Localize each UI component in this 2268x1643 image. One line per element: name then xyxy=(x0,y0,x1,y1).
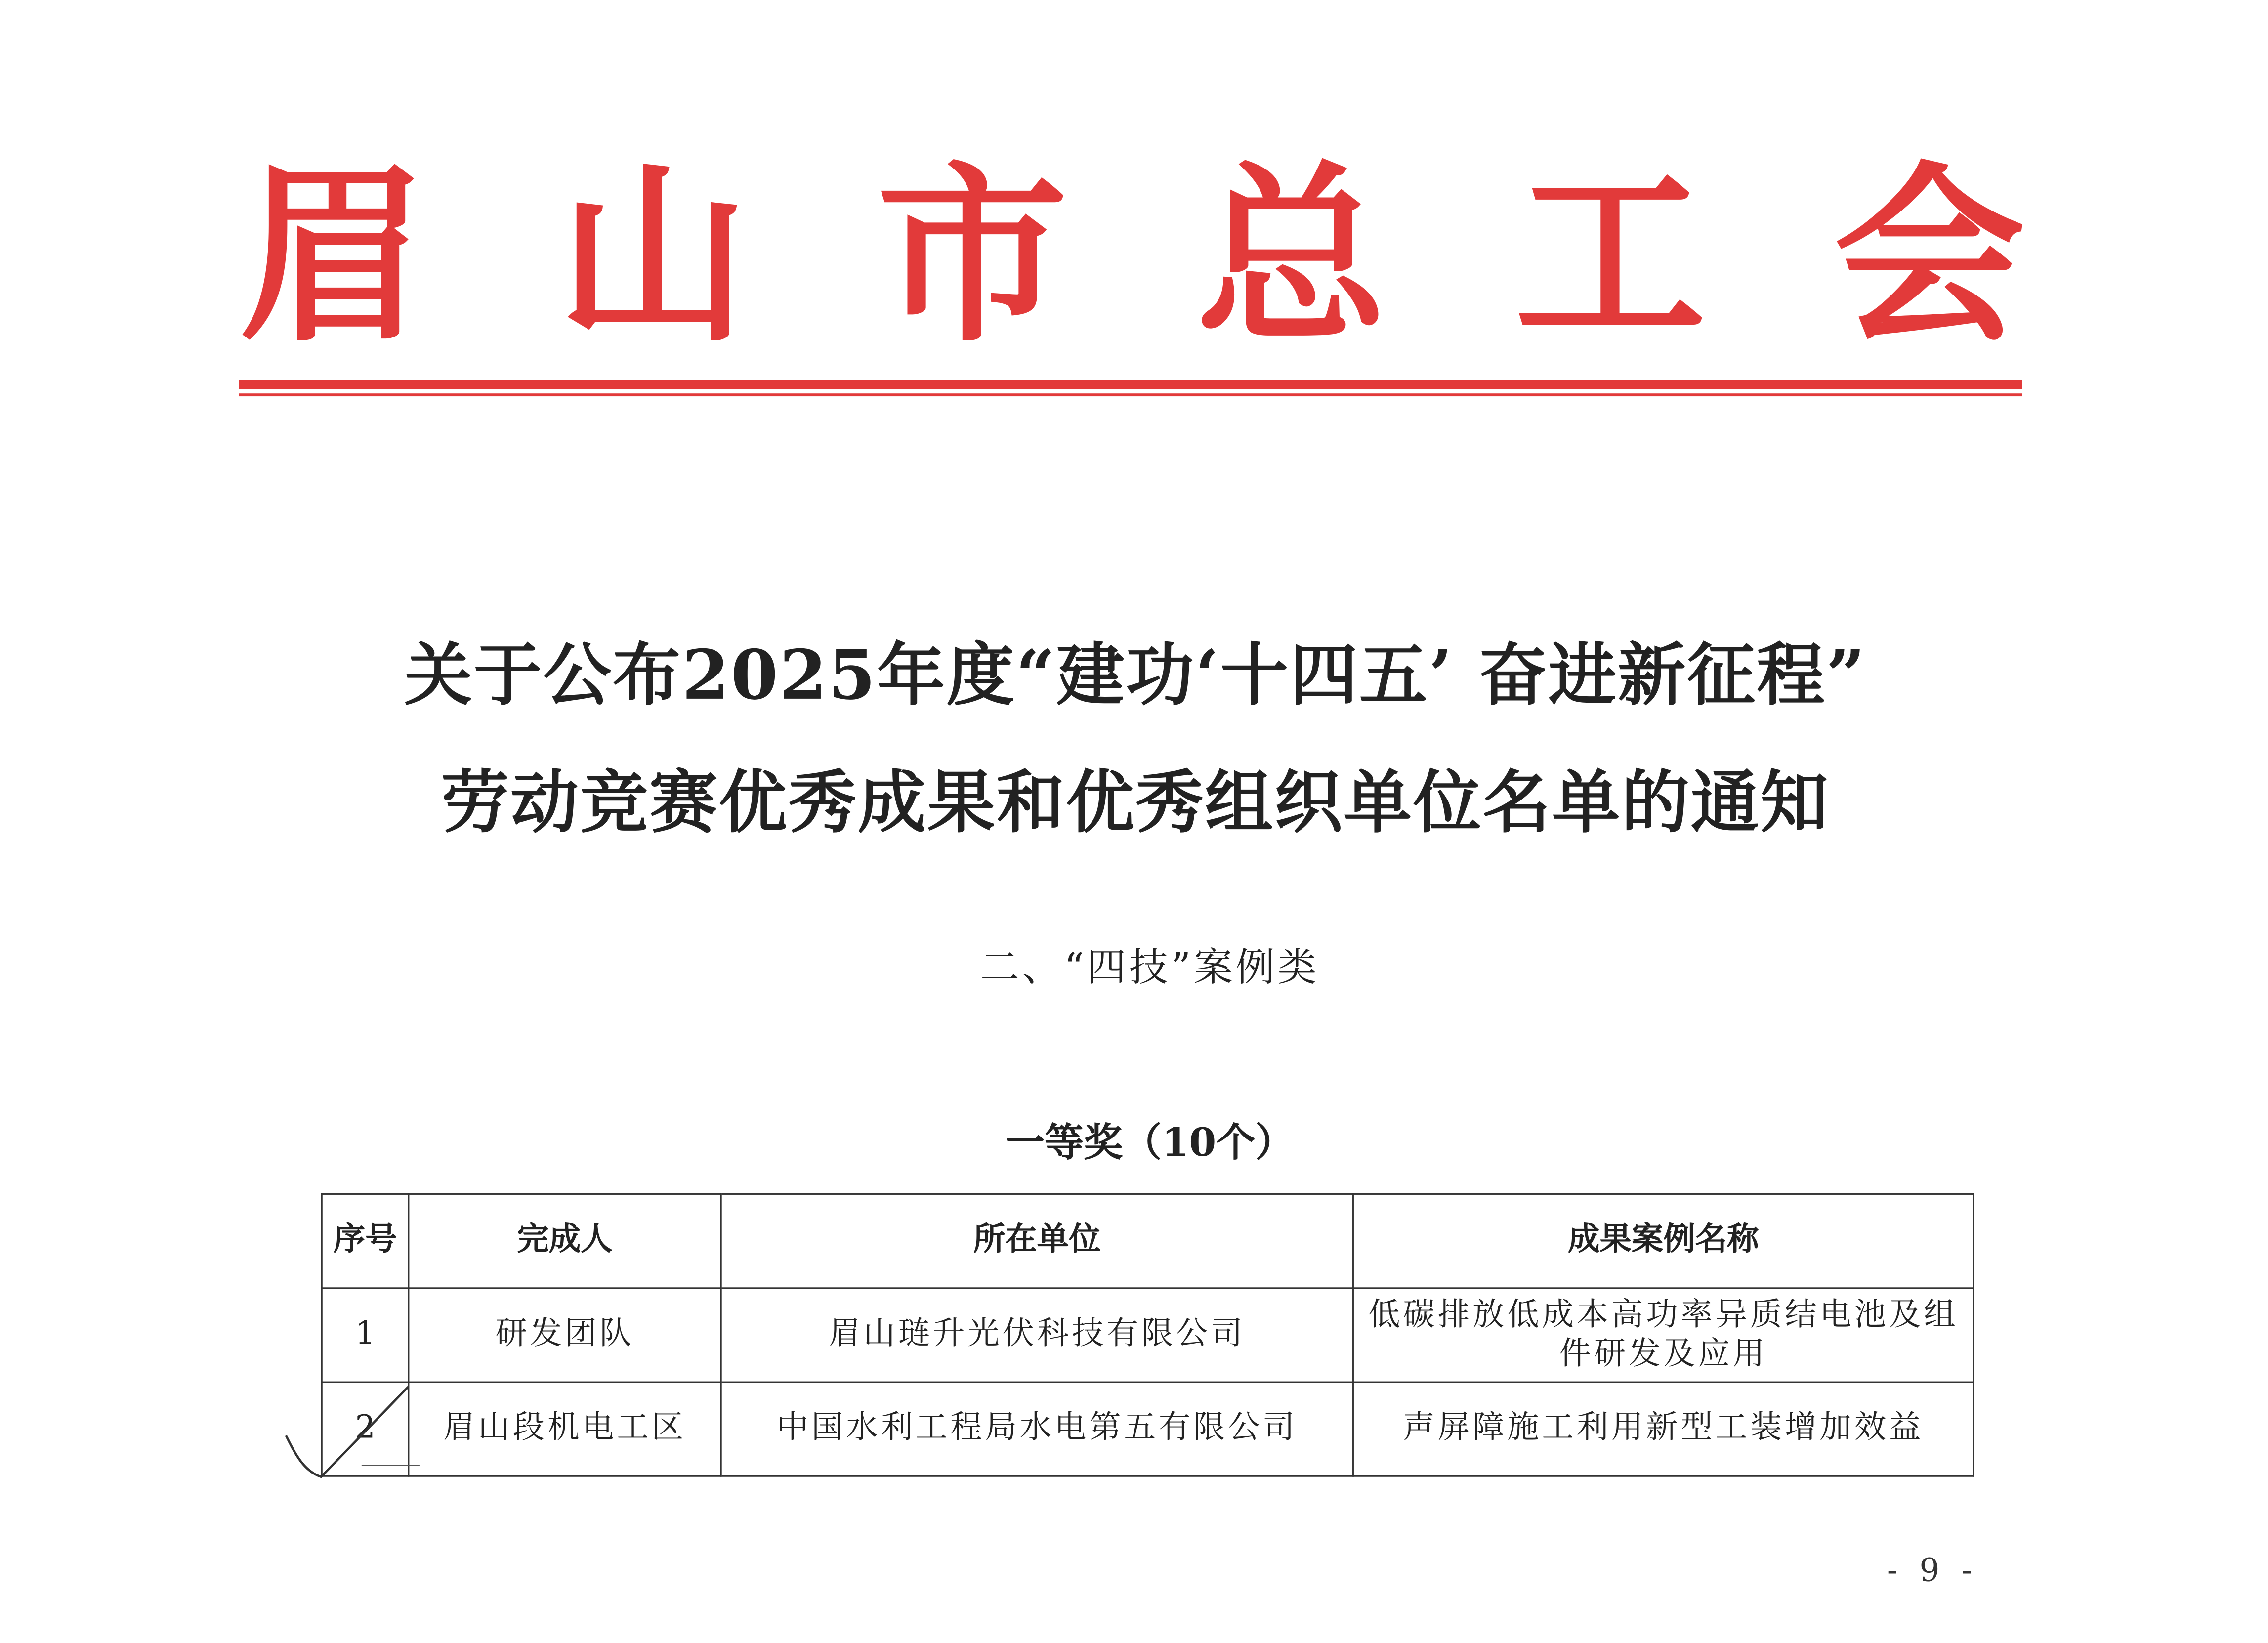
letterhead-rule-thick xyxy=(239,380,2022,389)
letterhead-title xyxy=(239,144,2025,369)
letterhead-char: 总 xyxy=(1196,144,1387,369)
table-row xyxy=(322,1288,1974,1382)
cell-person: 研发团队 xyxy=(409,1288,721,1382)
handwritten-check-mark xyxy=(275,1382,420,1483)
cell-index: 2 xyxy=(322,1382,409,1476)
column-header-case-name: 成果案例名称 xyxy=(1353,1194,1974,1288)
page-number: - 9 - xyxy=(1887,1553,1978,1590)
cell-case-name: 低碳排放低成本高功率异质结电池及组件研发及应用 xyxy=(1353,1288,1974,1382)
column-header-person: 完成人 xyxy=(409,1194,721,1288)
award-heading: 一等奖（10个） xyxy=(1006,1121,1295,1166)
column-header-unit: 所在单位 xyxy=(721,1194,1353,1288)
cell-case-name: 声屏障施工利用新型工装增加效益 xyxy=(1353,1382,1974,1476)
cell-person: 眉山段机电工区 xyxy=(409,1382,721,1476)
letterhead-char: 眉 xyxy=(239,144,430,369)
table-row xyxy=(322,1382,1974,1476)
letterhead-char: 山 xyxy=(557,144,749,369)
award-table xyxy=(321,1193,1974,1477)
letterhead-char: 会 xyxy=(1834,144,2025,369)
table-header-row xyxy=(322,1194,1974,1288)
cell-unit: 眉山琏升光伏科技有限公司 xyxy=(721,1288,1353,1382)
letterhead-char: 市 xyxy=(877,144,1068,369)
letterhead-char: 工 xyxy=(1514,144,1706,369)
letterhead-rule-thin xyxy=(239,393,2022,396)
cell-index: 1 xyxy=(322,1288,409,1382)
cell-unit: 中国水利工程局水电第五有限公司 xyxy=(721,1382,1353,1476)
section-heading: 二、“四技”案例类 xyxy=(980,946,1320,991)
notice-title-line-1: 关于公布2025年度“建功‘十四五’ 奋进新征程” xyxy=(404,636,1867,716)
notice-title-line-2: 劳动竞赛优秀成果和优秀组织单位名单的通知 xyxy=(441,763,1830,843)
column-header-index: 序号 xyxy=(322,1194,409,1288)
